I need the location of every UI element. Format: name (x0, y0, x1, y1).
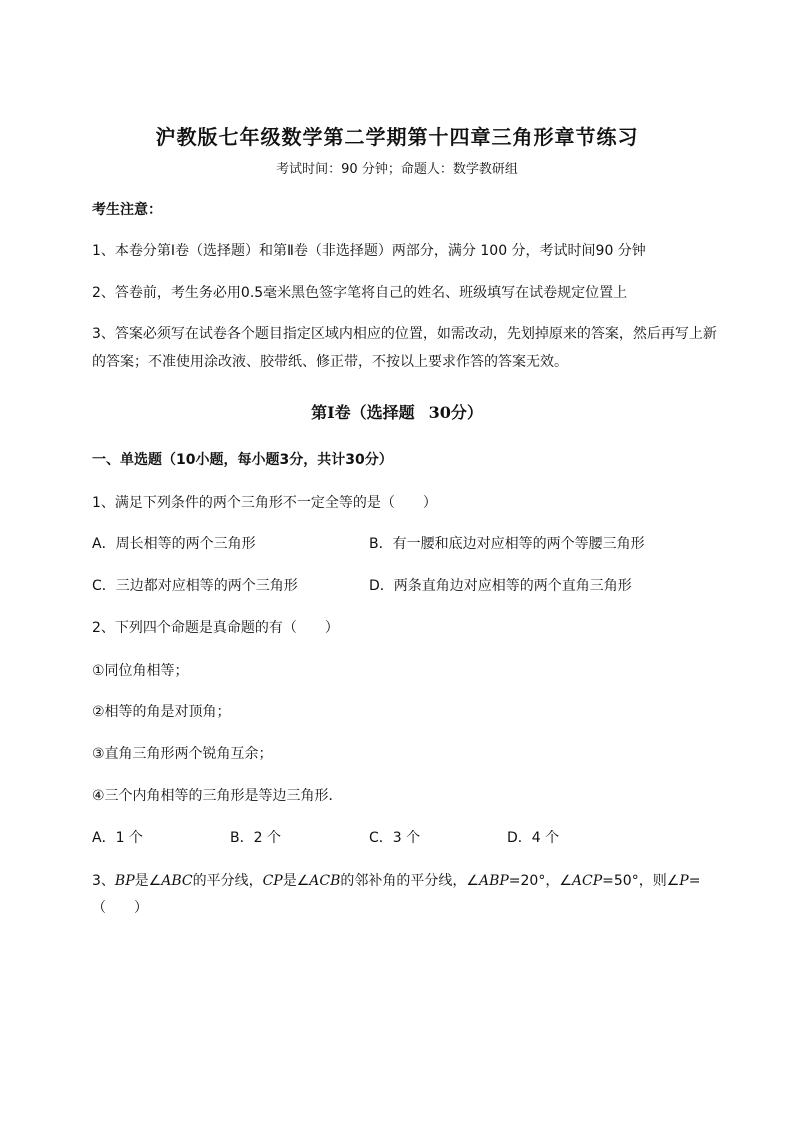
segment-bp: BP (114, 873, 135, 889)
page-title: 沪教版七年级数学第二学期第十四章三角形章节练习 (155, 125, 639, 149)
question-2-statement-2: ②相等的角是对顶角； (92, 704, 231, 720)
section-score: 30分） (428, 403, 483, 422)
question-3-stem (92, 871, 700, 891)
question-1-stem: 1、满足下列条件的两个三角形不一定全等的是（ ） (92, 495, 437, 511)
question-2-statement-3: ③直角三角形两个锐角互余； (92, 746, 273, 762)
question-3-text: =50°，则∠ (602, 873, 680, 889)
section-title-label: 第Ⅰ卷（选择题 (311, 403, 415, 422)
question-1-option-b: B．有一腰和底边对应相等的两个等腰三角形 (369, 536, 645, 552)
question-3-answer-blank: （ ） (92, 900, 148, 916)
notice-item-3: 3、答案必须写在试卷各个题目指定区域内相应的位置，如需改动，先划掉原来的答案，然后再写上新 (92, 326, 717, 342)
question-2-option-a: A．1 个 (92, 830, 143, 846)
question-2-option-d: D．4 个 (507, 830, 560, 846)
notice-item-2: 2、答卷前，考生务必用0.5毫米黑色签字笔将自己的姓名、班级填写在试卷规定位置上 (92, 285, 628, 301)
notice-item-1: 1、本卷分第Ⅰ卷（选择题）和第Ⅱ卷（非选择题）两部分，满分 100 分，考试时间90 分钟 (92, 243, 646, 259)
section-title (0, 400, 794, 423)
exam-info: 考试时间：90 分钟；命题人：数学教研组 (276, 162, 518, 177)
question-3-text: 是∠ (282, 873, 310, 889)
angle-acp: ACP (571, 873, 603, 889)
question-3-text: 的邻补角的平分线，∠ (340, 873, 479, 889)
notice-heading: 考生注意： (92, 202, 162, 218)
part-heading: 一、单选题（10小题，每小题3分，共计30分） (92, 452, 393, 468)
question-1-option-a: A．周长相等的两个三角形 (92, 536, 256, 552)
angle-abc: ABC (161, 873, 193, 889)
question-1-option-c: C．三边都对应相等的两个三角形 (92, 578, 298, 594)
question-2-option-c: C．3 个 (369, 830, 421, 846)
segment-cp: CP (262, 873, 283, 889)
question-2-statement-4: ④三个内角相等的三角形是等边三角形． (92, 788, 343, 804)
question-3-text: 的平分线， (192, 873, 263, 889)
question-3-number: 3、 (92, 873, 115, 889)
angle-abp: ABP (478, 873, 509, 889)
angle-acb: ACB (309, 873, 341, 889)
question-2-stem: 2、下列四个命题是真命题的有（ ） (92, 620, 339, 636)
angle-p: P (679, 873, 689, 889)
question-2-statement-1: ①同位角相等； (92, 663, 189, 679)
question-3-text: =20°，∠ (508, 873, 572, 889)
notice-item-3-cont: 的答案；不准使用涂改液、胶带纸、修正带，不按以上要求作答的答案无效。 (92, 354, 568, 370)
question-3-text: 是∠ (134, 873, 162, 889)
question-3-text: = (688, 873, 701, 889)
question-1-option-d: D．两条直角边对应相等的两个直角三角形 (369, 578, 632, 594)
question-2-option-b: B．2 个 (230, 830, 281, 846)
